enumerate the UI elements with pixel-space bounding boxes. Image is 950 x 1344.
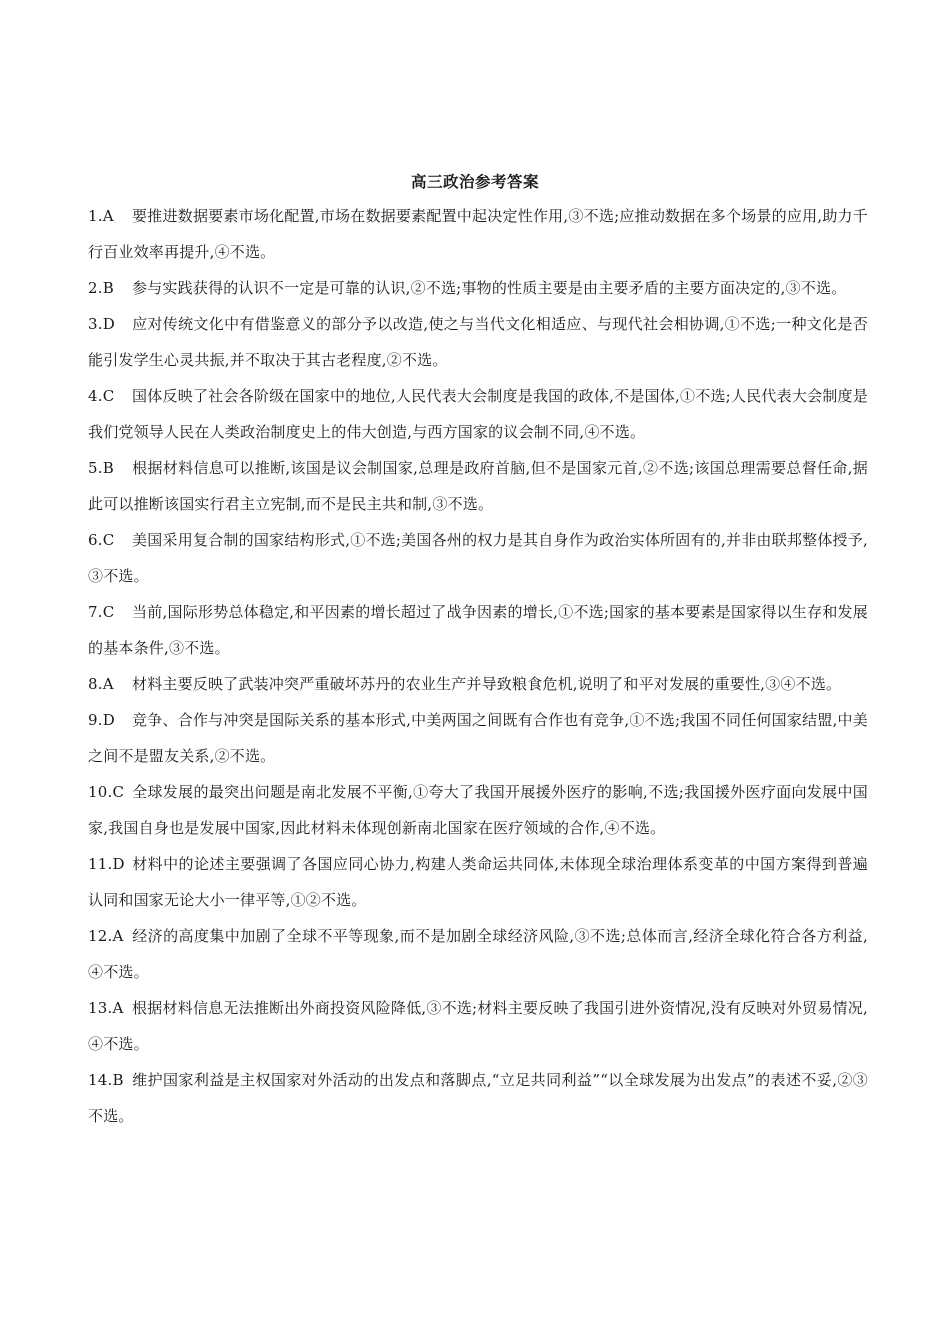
answer-label: 14.B (88, 1071, 124, 1089)
answer-label: 11.D (88, 855, 125, 873)
answer-explanation: 经济的高度集中加剧了全球不平等现象,而不是加剧全球经济风险,③不选;总体而言,经济全球化符合各方利益,④不选。 (88, 927, 868, 981)
answer-item (88, 594, 868, 666)
answer-item (88, 450, 868, 522)
answer-explanation: 维护国家利益是主权国家对外活动的出发点和落脚点,“立足共同利益”“以全球发展为出发点”的表述不妥,②③不选。 (88, 1071, 868, 1125)
answer-explanation: 参与实践获得的认识不一定是可靠的认识,②不选;事物的性质主要是由主要矛盾的主要方面决定的,③不选。 (132, 279, 847, 297)
answer-label: 3.D (88, 315, 115, 333)
answer-explanation: 要推进数据要素市场化配置,市场在数据要素配置中起决定性作用,③不选;应推动数据在多个场景的应用,助力千行百业效率再提升,④不选。 (88, 207, 868, 261)
answer-explanation: 根据材料信息可以推断,该国是议会制国家,总理是政府首脑,但不是国家元首,②不选;该国总理需要总督任命,据此可以推断该国实行君主立宪制,而不是民主共和制,③不选。 (88, 459, 868, 513)
answer-item (88, 846, 868, 918)
answer-explanation: 国体反映了社会各阶级在国家中的地位,人民代表大会制度是我国的政体,不是国体,①不选;人民代表大会制度是我们党领导人民在人类政治制度史上的伟大创造,与西方国家的议会制不同,④不选。 (88, 387, 868, 441)
answer-label: 8.A (88, 675, 114, 693)
answer-label: 12.A (88, 927, 124, 945)
answer-explanation: 材料主要反映了武装冲突严重破坏苏丹的农业生产并导致粮食危机,说明了和平对发展的重要性,③④不选。 (132, 675, 842, 693)
answer-item (88, 702, 868, 774)
answer-item (88, 306, 868, 378)
answer-label: 10.C (88, 783, 125, 801)
answer-explanation: 应对传统文化中有借鉴意义的部分予以改造,使之与当代文化相适应、与现代社会相协调,①不选;一种文化是否能引发学生心灵共振,并不取决于其古老程度,②不选。 (88, 315, 868, 369)
answer-item (88, 1062, 868, 1134)
answer-label: 6.C (88, 531, 115, 549)
page-title: 高三政治参考答案 (410, 173, 539, 191)
answer-label: 7.C (88, 603, 115, 621)
answer-label: 2.B (88, 279, 114, 297)
answer-item (88, 666, 868, 702)
answer-label: 4.C (88, 387, 115, 405)
answer-item (88, 990, 868, 1062)
answer-explanation: 美国采用复合制的国家结构形式,①不选;美国各州的权力是其自身作为政治实体所固有的,并非由联邦整体授予,③不选。 (88, 531, 868, 585)
answer-item (88, 522, 868, 594)
answer-label: 13.A (88, 999, 124, 1017)
answer-item (88, 774, 868, 846)
answer-item (88, 378, 868, 450)
answer-label: 1.A (88, 207, 114, 225)
answer-explanation: 全球发展的最突出问题是南北发展不平衡,①夸大了我国开展援外医疗的影响,不选;我国援外医疗面向发展中国家,我国自身也是发展中国家,因此材料未体现创新南北国家在医疗领域的合作,④不选。 (88, 783, 868, 837)
answer-item (88, 198, 868, 270)
answer-label: 9.D (88, 711, 115, 729)
answer-list (88, 198, 868, 1134)
answer-item (88, 918, 868, 990)
answer-explanation: 竞争、合作与冲突是国际关系的基本形式,中美两国之间既有合作也有竞争,①不选;我国不同任何国家结盟,中美之间不是盟友关系,②不选。 (88, 711, 868, 765)
answer-explanation: 材料中的论述主要强调了各国应同心协力,构建人类命运共同体,未体现全球治理体系变革的中国方案得到普遍认同和国家无论大小一律平等,①②不选。 (88, 855, 868, 909)
answer-explanation: 根据材料信息无法推断出外商投资风险降低,③不选;材料主要反映了我国引进外资情况,没有反映对外贸易情况,④不选。 (88, 999, 868, 1053)
answer-label: 5.B (88, 459, 114, 477)
answer-explanation: 当前,国际形势总体稳定,和平因素的增长超过了战争因素的增长,①不选;国家的基本要素是国家得以生存和发展的基本条件,③不选。 (88, 603, 868, 657)
answer-item (88, 270, 868, 306)
